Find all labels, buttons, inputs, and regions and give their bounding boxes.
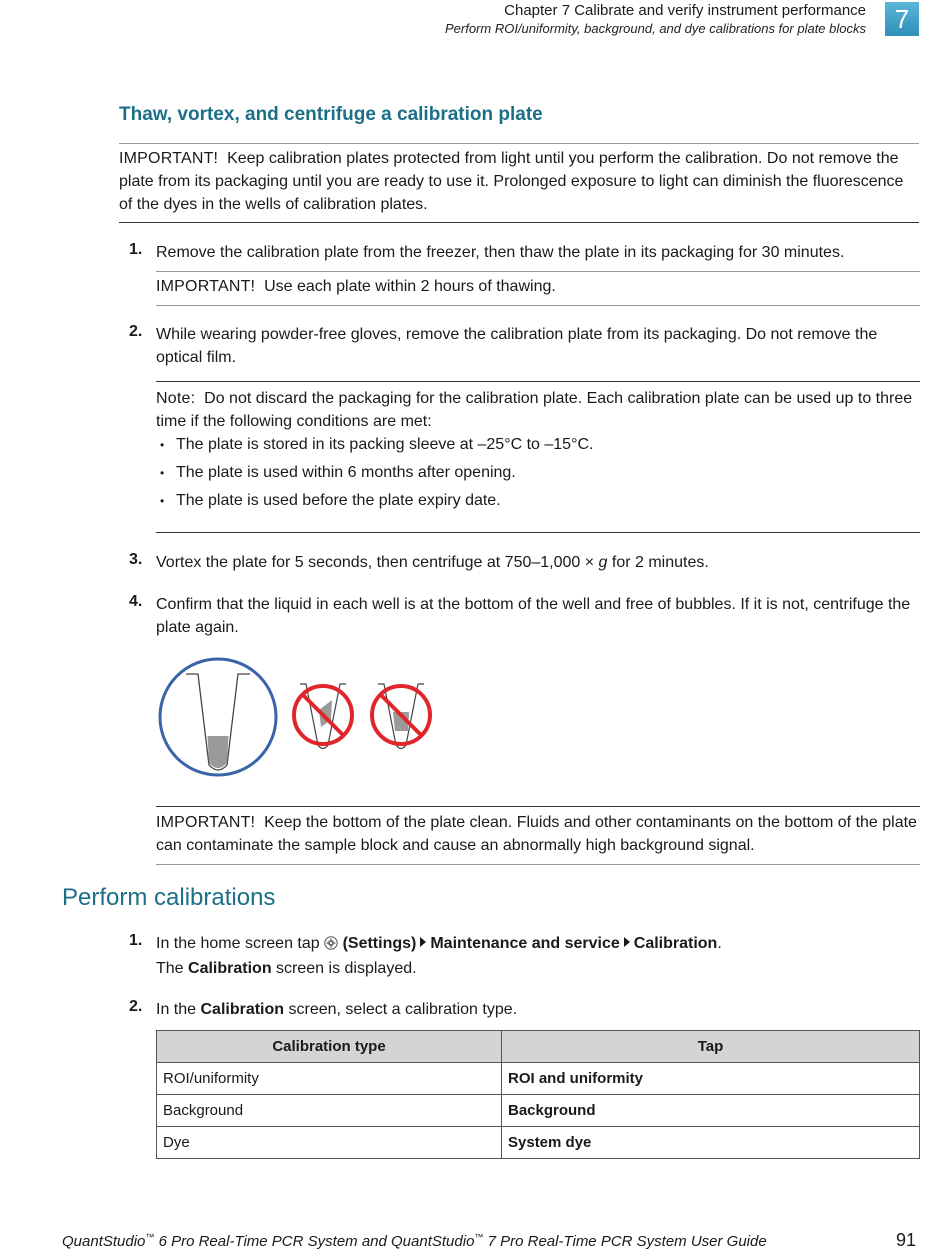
table-cell: ROI and uniformity — [502, 1063, 920, 1095]
well-liquid-illustration — [156, 655, 446, 780]
chapter-number-tab: 7 — [885, 2, 919, 36]
step-text-part: In the — [156, 1001, 197, 1018]
important-text: Keep calibration plates protected from light until you perform the calibration. Do not remove the plate from its packaging until you are ready to use it. Prolonged exposure to light can diminish the fluorescence of the dyes in the wells of calibration plates. — [119, 150, 904, 213]
table-row — [157, 1063, 920, 1095]
step-text — [156, 932, 920, 955]
step-number: 2. — [129, 323, 143, 340]
step-text: Remove the calibration plate from the freezer, then thaw the plate in its packaging for 30 minutes. — [156, 244, 845, 261]
settings-ref: (Settings) — [342, 935, 417, 952]
bullet: • — [160, 494, 165, 508]
divider — [156, 305, 920, 306]
divider — [156, 532, 920, 533]
maintenance-ref: Maintenance and service — [430, 935, 620, 952]
section-heading-perform: Perform calibrations — [62, 884, 276, 911]
important-text: Keep the bottom of the plate clean. Fluids and other contaminants on the bottom of the plate can contaminate the sample block and cause an abnormally high background signal. — [156, 814, 917, 854]
footer-text: QuantStudio — [62, 1233, 146, 1250]
bullet: • — [160, 438, 165, 452]
step-number: 1. — [129, 241, 143, 258]
running-header-section: Perform ROI/uniformity, background, and dye calibrations for plate blocks — [444, 21, 866, 36]
settings-gear-icon — [324, 936, 338, 950]
step-number: 4. — [129, 593, 143, 610]
important-notice-light — [119, 147, 919, 216]
menu-arrow-icon — [624, 937, 630, 947]
note-block — [156, 387, 920, 433]
bullet: • — [160, 466, 165, 480]
list-item: The plate is used before the plate expiry date. — [176, 492, 501, 509]
table-cell: System dye — [502, 1127, 920, 1159]
important-label: IMPORTANT! — [156, 278, 256, 295]
step-result — [156, 957, 920, 980]
page-number: 91 — [896, 1230, 917, 1250]
important-notice-clean — [156, 811, 920, 857]
footer-document-title — [62, 1232, 767, 1250]
note-label: Note: — [156, 390, 196, 407]
divider — [119, 222, 919, 223]
step-text-part: for 2 minutes. — [607, 554, 709, 571]
calibration-ref: Calibration — [200, 1001, 285, 1018]
chapter-title: Calibrate and verify instrument performance — [574, 2, 866, 19]
footer-text: 7 Pro Real-Time PCR System User Guide — [483, 1233, 767, 1250]
step-number: 3. — [129, 551, 143, 568]
calibration-ref: Calibration — [633, 935, 718, 952]
important-text: Use each plate within 2 hours of thawing. — [264, 278, 556, 295]
correct-well-icon — [160, 659, 276, 775]
section-heading-thaw: Thaw, vortex, and centrifuge a calibration plate — [119, 104, 543, 125]
step-text-part: In the home screen tap — [156, 935, 320, 952]
important-label: IMPORTANT! — [119, 150, 219, 167]
table-cell: ROI/uniformity — [157, 1063, 502, 1095]
step-number: 2. — [129, 998, 143, 1015]
table-cell: Dye — [157, 1127, 502, 1159]
step-text: While wearing powder-free gloves, remove the calibration plate from its packaging. Do not remove the optical film. — [156, 326, 878, 366]
list-item: The plate is used within 6 months after opening. — [176, 464, 516, 481]
important-notice-thaw — [156, 275, 920, 298]
table-cell: Background — [157, 1095, 502, 1127]
running-header-chapter — [504, 2, 866, 19]
step-text-part: Vortex the plate for 5 seconds, then centrifuge at 750–1,000 × — [156, 554, 599, 571]
column-header: Tap — [502, 1031, 920, 1063]
divider — [119, 143, 919, 144]
divider — [156, 271, 920, 272]
g-force-symbol: g — [598, 554, 608, 571]
step-text-part: screen is displayed. — [276, 960, 417, 977]
divider — [156, 806, 920, 807]
chapter-label: Chapter 7 — [504, 2, 571, 19]
table-row — [157, 1095, 920, 1127]
calibration-ref: Calibration — [188, 960, 272, 977]
note-text: Do not discard the packaging for the calibration plate. Each calibration plate can be used up to three time if the following conditions are met: — [156, 390, 913, 430]
step-text — [156, 998, 920, 1021]
table-header-row — [157, 1031, 920, 1063]
divider — [156, 864, 920, 865]
table-row — [157, 1127, 920, 1159]
step-text-part: The — [156, 960, 184, 977]
footer-text: 6 Pro Real-Time PCR System and QuantStudio — [154, 1233, 475, 1250]
important-label: IMPORTANT! — [156, 814, 256, 831]
list-item: The plate is stored in its packing sleeve at –25°C to –15°C. — [176, 436, 594, 453]
prohibited-residue-well-icon — [372, 684, 430, 749]
table-cell: Background — [502, 1095, 920, 1127]
divider — [156, 381, 920, 382]
column-header: Calibration type — [157, 1031, 502, 1063]
step-text-part: . — [717, 935, 722, 952]
step-number: 1. — [129, 932, 143, 949]
step-text — [156, 551, 920, 574]
menu-arrow-icon — [420, 937, 426, 947]
calibration-type-table — [156, 1030, 920, 1159]
step-text: Confirm that the liquid in each well is at the bottom of the well and free of bubbles. If it is not, centrifuge the plate again. — [156, 596, 911, 636]
step-text-part: screen, select a calibration type. — [288, 1001, 518, 1018]
prohibited-bubble-well-icon — [294, 684, 352, 749]
trademark: ™ — [474, 1232, 484, 1242]
trademark: ™ — [145, 1232, 155, 1242]
